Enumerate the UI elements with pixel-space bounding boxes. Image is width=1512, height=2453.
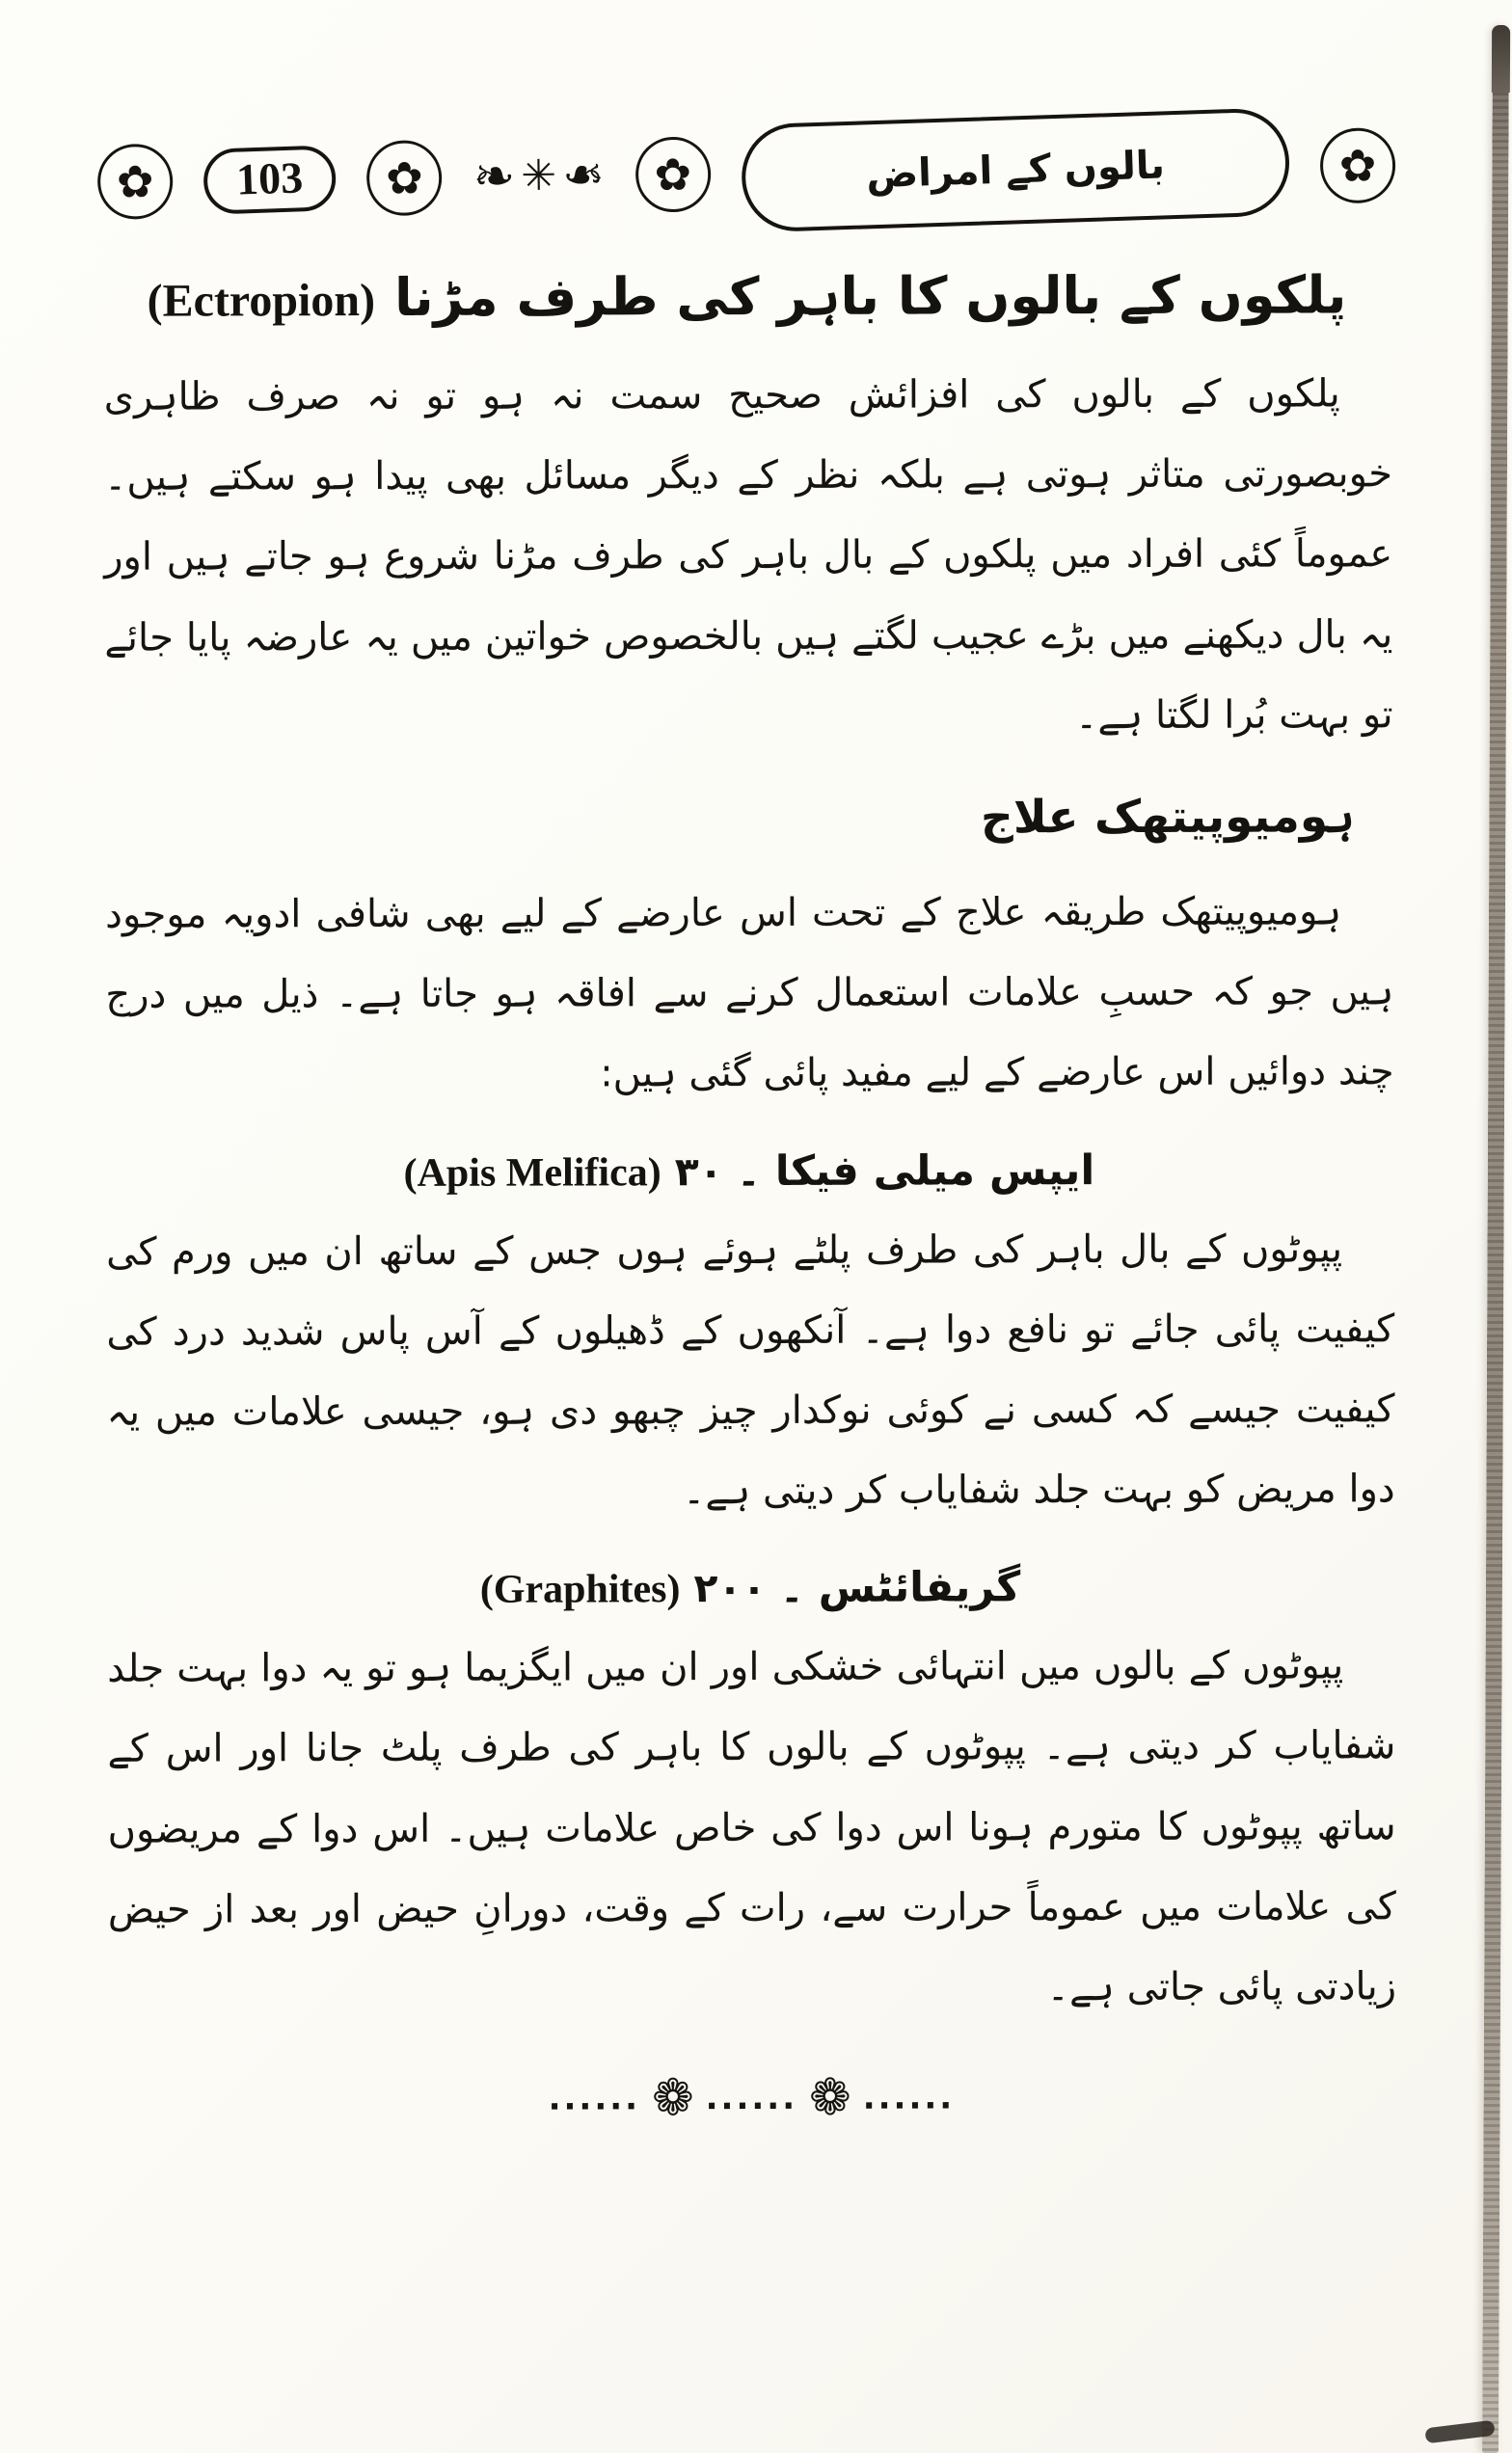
remedy-name-latin: (Apis Melifica) xyxy=(403,1149,662,1196)
article-title-urdu: پلکوں کے بالوں کا باہر کی طرف مڑنا xyxy=(393,264,1347,328)
floral-scroll-icon xyxy=(472,146,606,206)
page-header xyxy=(96,97,1396,250)
remedy-description-apis-melifica: پپوٹوں کے بال باہر کی طرف پلٹے ہوئے ہوں جس کے ساتھ ان میں ورم کی کیفیت پائی جائے تو نافع دوا ہے۔ آنکھوں کے ڈھیلوں کے آس پاس شدید درد کی کیفیت جیسے کہ کسی نے کوئی نوکدار چیز چبھو دی ہو، جیسی علامات میں یہ دوا مریض کو بہت جلد شفایاب کر دیتی ہے۔ xyxy=(106,1226,1395,1514)
remedy-heading-apis-melifica xyxy=(100,1146,1398,1198)
flower-rosette-icon: ✿ xyxy=(97,144,174,220)
divider-flower-icon: ❁ xyxy=(651,2069,694,2128)
remedy-potency: ۲۰۰ xyxy=(693,1565,767,1612)
divider-dots: ...... xyxy=(548,2079,641,2118)
section-heading-homeopathic-treatment: ہومیوپیتھک علاج xyxy=(980,790,1355,845)
article-title xyxy=(97,264,1395,329)
flower-rosette-icon: ✿ xyxy=(1320,127,1396,203)
remedy-potency: ۳۰ xyxy=(674,1147,723,1195)
page-number: 103 xyxy=(202,145,337,215)
divider-dots: ...... xyxy=(705,2079,798,2118)
article-title-latin: (Ectropion) xyxy=(147,275,376,327)
remedy-heading-graphites xyxy=(101,1563,1399,1615)
divider-flower-icon: ❁ xyxy=(809,2068,851,2128)
remedy-description-graphites: پپوٹوں کے بالوں میں انتہائی خشکی اور ان میں ایگزیما ہو تو یہ دوا بہت جلد شفایاب کر دیتی ہے۔ پپوٹوں کے بالوں کا باہر کی طرف پلٹ جانا اور اس کے ساتھ پپوٹوں کا متورم ہونا اس دوا کی خاص علامات ہیں۔ اس دوا کے مریضوں کی علامات میں عموماً حرارت سے، رات کے وقت، دورانِ حیض اور بعد از حیض زیادتی پائی جاتی ہے۔ xyxy=(107,1643,1397,2010)
flower-rosette-icon: ✿ xyxy=(366,140,443,216)
intro-paragraph: پلکوں کے بالوں کی افزائش صحیح سمت نہ ہو تو نہ صرف ظاہری خوبصورتی متاثر ہوتی ہے بلکہ نظر کے دیگر مسائل بھی پیدا ہو سکتے ہیں۔ عموماً کئی افراد میں پلکوں کے بال باہر کی طرف مڑنا شروع ہو جاتے ہیں اور یہ بال دیکھنے میں بڑے عجیب لگتے ہیں بالخصوص خواتین میں یہ عارضہ پایا جائے تو بہت بُرا لگتا ہے۔ xyxy=(103,371,1393,738)
divider-dots: ...... xyxy=(862,2078,956,2117)
section-intro-paragraph: ہومیوپیتھک طریقہ علاج کے تحت اس عارضے کے لیے بھی شافی ادویہ موجود ہیں جو کہ حسبِ علامات استعمال کرنے سے افاقہ ہو جاتا ہے۔ ذیل میں درج چند دوائیں اس عارضے کے لیے مفید پائی گئی ہیں: xyxy=(105,889,1394,1096)
chapter-banner xyxy=(740,107,1290,232)
scan-binding-top xyxy=(1492,25,1510,93)
footer-divider xyxy=(102,2068,1400,2128)
leaf-scroll-icon: ❧ xyxy=(561,146,606,205)
star-ornament-icon: ✳ xyxy=(520,150,557,202)
remedy-name-urdu: ایپس میلی فیکا ۔ xyxy=(736,1146,1095,1196)
remedy-name-latin: (Graphites) xyxy=(479,1567,681,1613)
leaf-scroll-icon: ❧ xyxy=(472,148,516,206)
flower-rosette-icon: ✿ xyxy=(634,137,711,213)
chapter-banner-title: بالوں کے امراض xyxy=(865,143,1166,198)
remedy-name-urdu: گریفائٹس ۔ xyxy=(779,1563,1021,1613)
